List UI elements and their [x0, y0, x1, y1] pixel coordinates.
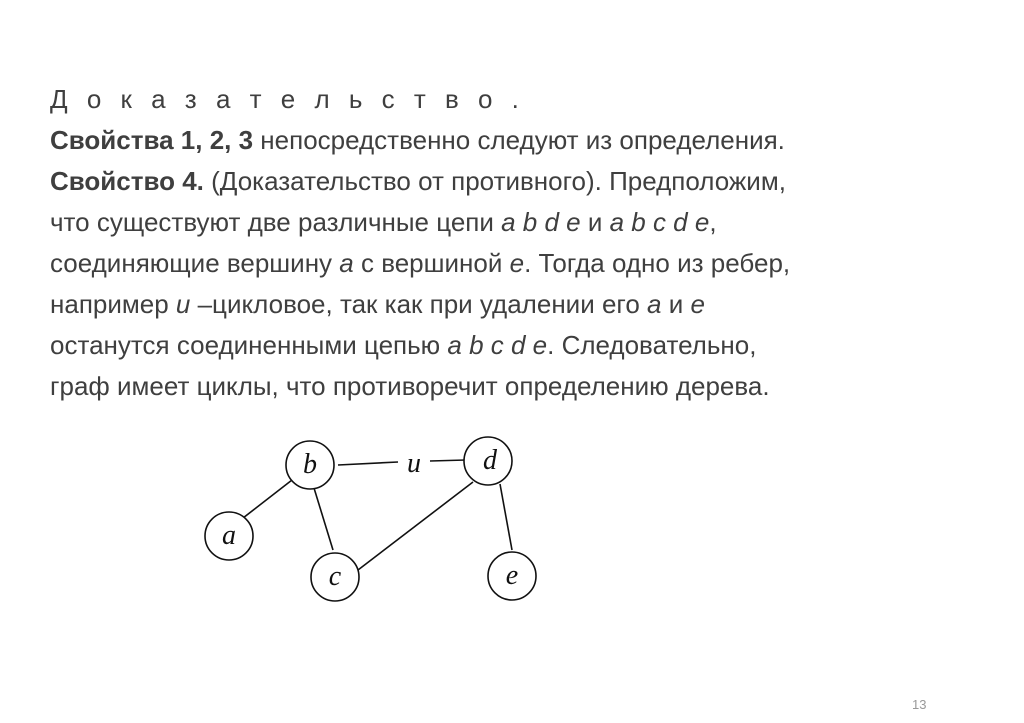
chain-abcde: a b c d e — [609, 207, 710, 237]
chain-abde: a b d e — [501, 207, 588, 237]
node-d-label: d — [483, 445, 497, 476]
node-e-label: e — [505, 560, 519, 591]
proof-line-5 — [50, 284, 990, 325]
proof-line-2 — [50, 161, 990, 202]
proof-line-7: граф имеет циклы, что противоречит определению дерева. — [50, 371, 770, 401]
edge-b-d-left — [338, 462, 398, 465]
edge-u-label: u — [407, 448, 421, 479]
node-b-label: b — [303, 449, 317, 480]
proof-line-6 — [50, 325, 990, 366]
tree-graph-diagram — [190, 430, 560, 620]
graph-svg — [190, 430, 560, 620]
proof-line-1 — [50, 120, 990, 161]
vertex-e-ref-2: e — [690, 289, 705, 319]
proof-line-5-text-3: и — [661, 289, 691, 319]
edge-d-e — [500, 484, 512, 550]
proof-text — [50, 79, 990, 407]
edge-b-d-right — [430, 460, 466, 461]
proof-line-5-text-2: –цикловое, так как при удалении его — [190, 289, 647, 319]
proof-line-4-text-1: соединяющие вершину — [50, 248, 340, 278]
proof-line-4-text-3: . Тогда одно из ребер, — [524, 248, 791, 278]
proof-line-3-text-1: что существуют две различные цепи — [50, 207, 502, 237]
proof-line-3-text-3: , — [709, 207, 717, 237]
proof-line-5-text-1: например — [50, 289, 176, 319]
node-a-label: a — [222, 520, 236, 551]
proof-heading: Д о к а з а т е л ь с т в о . — [50, 84, 525, 114]
proof-line-2-text: (Доказательство от противного). Предположим, — [203, 166, 786, 196]
proof-line-1-text: непосредственно следуют из определения. — [253, 125, 785, 155]
proof-line-3 — [50, 202, 990, 243]
vertex-a-ref: a — [339, 248, 354, 278]
proof-line-6-text-2: . Следовательно, — [547, 330, 757, 360]
vertex-e-ref: e — [509, 248, 525, 278]
vertex-a-ref-2: a — [647, 289, 662, 319]
proof-line-6-text-1: останутся соединенными цепью — [50, 330, 448, 360]
node-c-label: c — [328, 561, 342, 592]
edge-b-c — [314, 488, 333, 550]
properties-123-label: Свойства 1, 2, 3 — [50, 125, 254, 155]
chain-abcde-ref: a b c d e — [447, 330, 548, 360]
proof-line-3-text-2: и — [587, 207, 610, 237]
proof-line-4-text-2: с вершиной — [353, 248, 510, 278]
page-number: 13 — [912, 697, 927, 712]
edge-u-ref: u — [175, 289, 191, 319]
property-4-label: Свойство 4. — [50, 166, 204, 196]
proof-line-4 — [50, 243, 990, 284]
edge-c-d — [358, 482, 473, 570]
